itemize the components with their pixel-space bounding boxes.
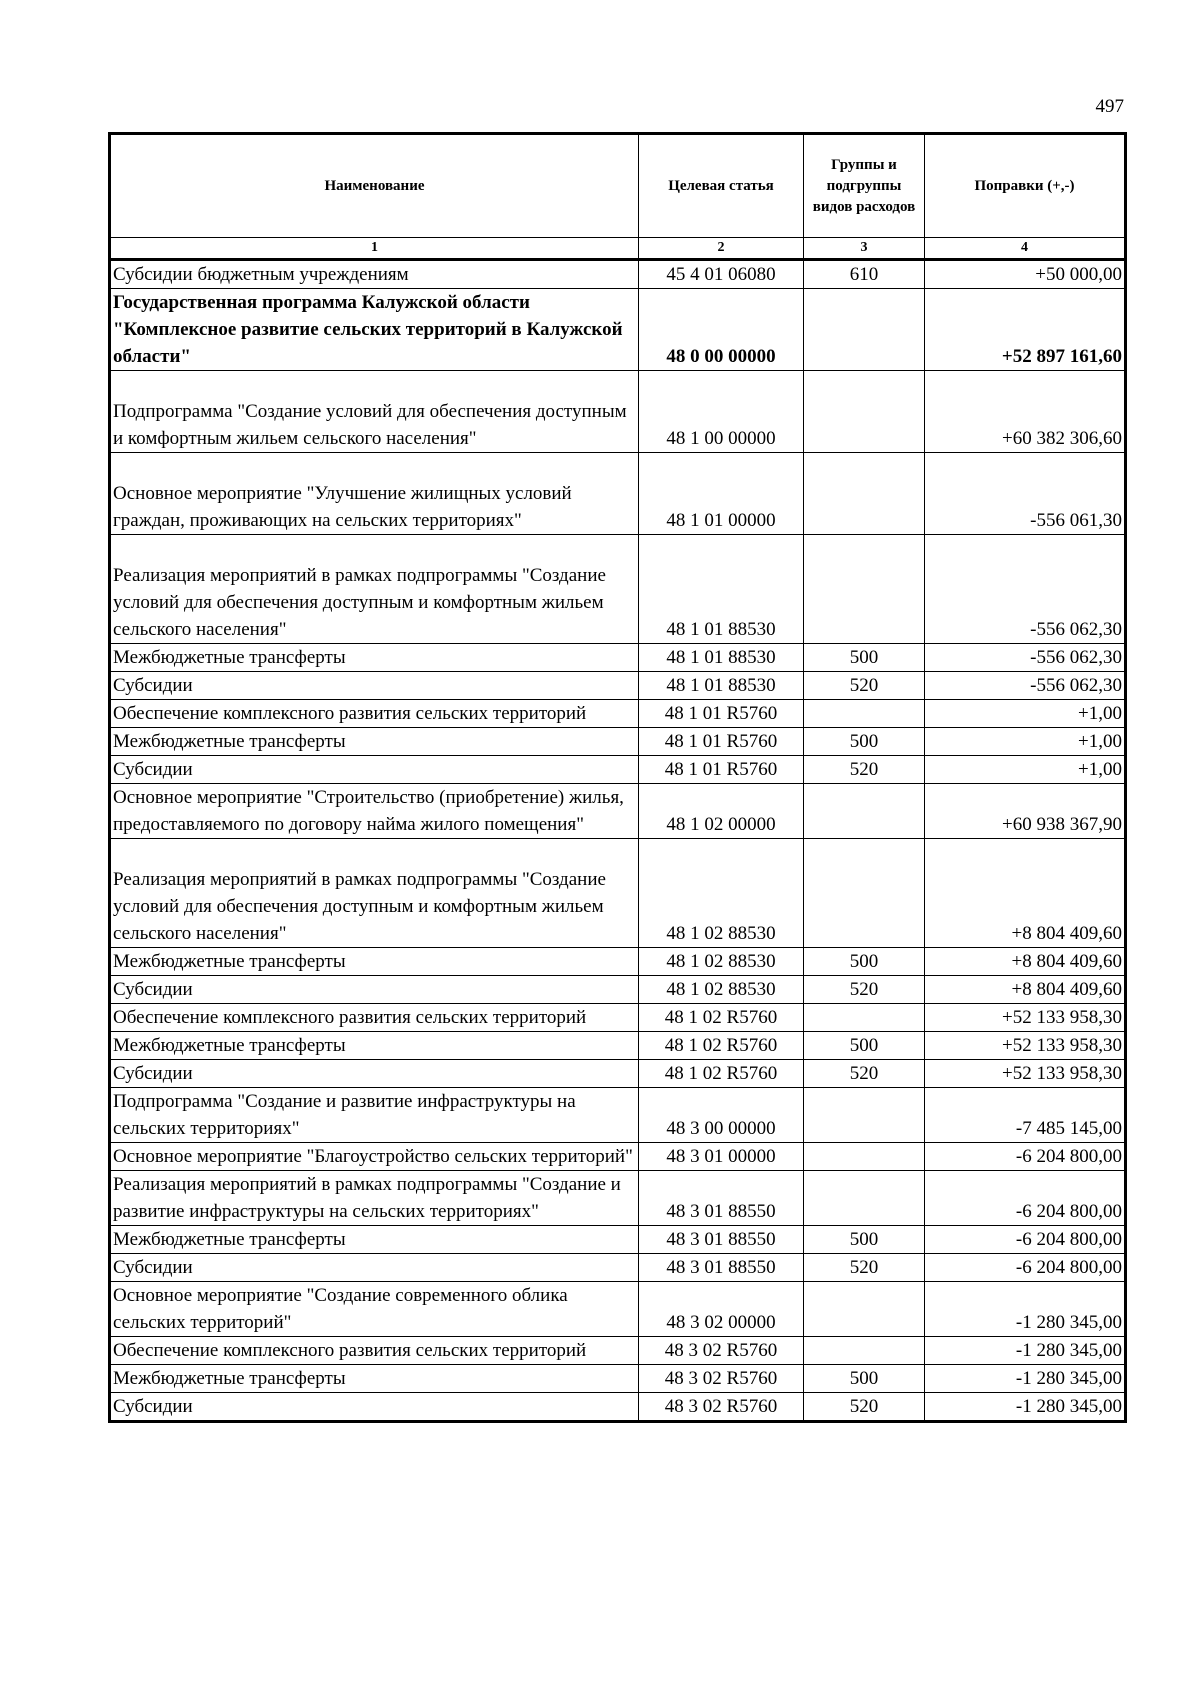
row-name: Подпрограмма "Создание и развитие инфраструктуры на сельских территориях" <box>110 1088 639 1143</box>
row-name: Субсидии <box>110 672 639 700</box>
table-row <box>110 756 1126 784</box>
row-group <box>804 1143 925 1171</box>
row-amount: +52 133 958,30 <box>925 1060 1126 1088</box>
row-name: Межбюджетные трансферты <box>110 1226 639 1254</box>
row-code: 48 1 00 00000 <box>639 371 804 453</box>
row-amount: -556 062,30 <box>925 672 1126 700</box>
row-name: Субсидии бюджетным учреждениям <box>110 260 639 289</box>
row-group: 500 <box>804 948 925 976</box>
table-row <box>110 948 1126 976</box>
table-row <box>110 1393 1126 1422</box>
row-code: 48 3 01 88550 <box>639 1171 804 1226</box>
column-number-1: 1 <box>110 238 639 260</box>
row-name: Реализация мероприятий в рамках подпрограммы "Создание условий для обеспечения доступным и комфортным жильем сельского населения" <box>110 839 639 948</box>
table-row <box>110 260 1126 289</box>
row-group: 500 <box>804 728 925 756</box>
row-code: 48 3 02 R5760 <box>639 1393 804 1422</box>
row-name: Основное мероприятие "Строительство (приобретение) жилья, предоставляемого по договору найма жилого помещения" <box>110 784 639 839</box>
row-amount: -6 204 800,00 <box>925 1171 1126 1226</box>
row-group <box>804 289 925 371</box>
row-code: 48 1 02 88530 <box>639 839 804 948</box>
row-group <box>804 371 925 453</box>
table-row <box>110 1282 1126 1337</box>
row-amount: -6 204 800,00 <box>925 1254 1126 1282</box>
table-row <box>110 1032 1126 1060</box>
row-code: 48 1 01 88530 <box>639 672 804 700</box>
row-group: 610 <box>804 260 925 289</box>
row-name: Реализация мероприятий в рамках подпрограммы "Создание условий для обеспечения доступным и комфортным жильем сельского населения" <box>110 535 639 644</box>
table-row <box>110 1143 1126 1171</box>
row-group <box>804 1088 925 1143</box>
row-group: 520 <box>804 756 925 784</box>
row-name: Обеспечение комплексного развития сельских территорий <box>110 1337 639 1365</box>
row-code: 48 3 00 00000 <box>639 1088 804 1143</box>
row-name: Основное мероприятие "Создание современного облика сельских территорий" <box>110 1282 639 1337</box>
row-name: Основное мероприятие "Улучшение жилищных условий граждан, проживающих на сельских территориях" <box>110 453 639 535</box>
row-amount: -6 204 800,00 <box>925 1143 1126 1171</box>
table-header <box>110 134 1126 260</box>
row-group <box>804 1171 925 1226</box>
row-code: 48 3 01 00000 <box>639 1143 804 1171</box>
budget-amendments-table <box>108 132 1127 1423</box>
row-code: 48 3 01 88550 <box>639 1254 804 1282</box>
row-code: 48 1 02 88530 <box>639 948 804 976</box>
row-amount: -1 280 345,00 <box>925 1393 1126 1422</box>
row-code: 48 1 01 R5760 <box>639 756 804 784</box>
row-group: 520 <box>804 1060 925 1088</box>
row-amount: -6 204 800,00 <box>925 1226 1126 1254</box>
row-code: 48 1 01 88530 <box>639 644 804 672</box>
column-number-3: 3 <box>804 238 925 260</box>
row-code: 48 1 02 R5760 <box>639 1004 804 1032</box>
table-row <box>110 1337 1126 1365</box>
header-row <box>110 134 1126 238</box>
table-row <box>110 1060 1126 1088</box>
row-code: 48 1 01 00000 <box>639 453 804 535</box>
row-group <box>804 700 925 728</box>
row-group: 520 <box>804 1393 925 1422</box>
header-group: Группы и подгруппы видов расходов <box>804 134 925 238</box>
row-amount: -556 062,30 <box>925 644 1126 672</box>
row-group: 520 <box>804 976 925 1004</box>
row-name: Подпрограмма "Создание условий для обеспечения доступным и комфортным жильем сельского населения" <box>110 371 639 453</box>
row-name: Государственная программа Калужской области "Комплексное развитие сельских территорий в Калужской области" <box>110 289 639 371</box>
row-name: Субсидии <box>110 1254 639 1282</box>
row-group: 500 <box>804 1226 925 1254</box>
row-code: 48 1 02 00000 <box>639 784 804 839</box>
row-name: Межбюджетные трансферты <box>110 728 639 756</box>
table-row <box>110 839 1126 948</box>
table-row <box>110 976 1126 1004</box>
row-amount: +8 804 409,60 <box>925 839 1126 948</box>
row-code: 48 3 02 R5760 <box>639 1337 804 1365</box>
table-row <box>110 535 1126 644</box>
row-amount: +52 133 958,30 <box>925 1032 1126 1060</box>
row-amount: +1,00 <box>925 756 1126 784</box>
row-group <box>804 1004 925 1032</box>
header-amount: Поправки (+,-) <box>925 134 1126 238</box>
row-code: 48 3 02 00000 <box>639 1282 804 1337</box>
row-name: Субсидии <box>110 1060 639 1088</box>
table-row <box>110 1254 1126 1282</box>
row-code: 48 1 02 R5760 <box>639 1032 804 1060</box>
row-group <box>804 1337 925 1365</box>
column-number-2: 2 <box>639 238 804 260</box>
table-row <box>110 700 1126 728</box>
table-row <box>110 728 1126 756</box>
row-name: Обеспечение комплексного развития сельских территорий <box>110 700 639 728</box>
table-row <box>110 672 1126 700</box>
row-amount: +8 804 409,60 <box>925 976 1126 1004</box>
row-code: 48 0 00 00000 <box>639 289 804 371</box>
row-group <box>804 784 925 839</box>
row-code: 48 3 01 88550 <box>639 1226 804 1254</box>
column-number-row <box>110 238 1126 260</box>
row-amount: -7 485 145,00 <box>925 1088 1126 1143</box>
row-group: 520 <box>804 1254 925 1282</box>
table-row <box>110 1004 1126 1032</box>
row-code: 48 1 02 88530 <box>639 976 804 1004</box>
row-amount: -556 062,30 <box>925 535 1126 644</box>
table-row <box>110 289 1126 371</box>
table-row <box>110 371 1126 453</box>
row-code: 48 1 01 R5760 <box>639 700 804 728</box>
row-name: Межбюджетные трансферты <box>110 1365 639 1393</box>
row-code: 48 1 01 R5760 <box>639 728 804 756</box>
row-amount: -1 280 345,00 <box>925 1337 1126 1365</box>
row-name: Реализация мероприятий в рамках подпрограммы "Создание и развитие инфраструктуры на сельских территориях" <box>110 1171 639 1226</box>
row-amount: -1 280 345,00 <box>925 1365 1126 1393</box>
row-code: 48 1 02 R5760 <box>639 1060 804 1088</box>
row-code: 48 3 02 R5760 <box>639 1365 804 1393</box>
row-group: 500 <box>804 644 925 672</box>
row-name: Субсидии <box>110 1393 639 1422</box>
header-name: Наименование <box>110 134 639 238</box>
row-amount: +1,00 <box>925 700 1126 728</box>
row-amount: +1,00 <box>925 728 1126 756</box>
row-group: 520 <box>804 672 925 700</box>
row-amount: +52 897 161,60 <box>925 289 1126 371</box>
row-amount: +52 133 958,30 <box>925 1004 1126 1032</box>
row-amount: +8 804 409,60 <box>925 948 1126 976</box>
row-name: Субсидии <box>110 756 639 784</box>
row-group: 500 <box>804 1032 925 1060</box>
table-row <box>110 453 1126 535</box>
row-code: 48 1 01 88530 <box>639 535 804 644</box>
row-name: Межбюджетные трансферты <box>110 948 639 976</box>
column-number-4: 4 <box>925 238 1126 260</box>
row-amount: +60 938 367,90 <box>925 784 1126 839</box>
row-amount: -1 280 345,00 <box>925 1282 1126 1337</box>
row-amount: +60 382 306,60 <box>925 371 1126 453</box>
header-code: Целевая статья <box>639 134 804 238</box>
row-group: 500 <box>804 1365 925 1393</box>
row-group <box>804 1282 925 1337</box>
row-name: Субсидии <box>110 976 639 1004</box>
page-number: 497 <box>1095 96 1124 117</box>
row-code: 45 4 01 06080 <box>639 260 804 289</box>
table-row <box>110 784 1126 839</box>
row-group <box>804 839 925 948</box>
row-name: Межбюджетные трансферты <box>110 1032 639 1060</box>
table-body <box>110 260 1126 1422</box>
table-row <box>110 644 1126 672</box>
row-group <box>804 535 925 644</box>
row-name: Основное мероприятие "Благоустройство сельских территорий" <box>110 1143 639 1171</box>
table-row <box>110 1365 1126 1393</box>
table-row <box>110 1088 1126 1143</box>
row-name: Обеспечение комплексного развития сельских территорий <box>110 1004 639 1032</box>
row-group <box>804 453 925 535</box>
table-row <box>110 1226 1126 1254</box>
row-amount: -556 061,30 <box>925 453 1126 535</box>
table-row <box>110 1171 1126 1226</box>
row-amount: +50 000,00 <box>925 260 1126 289</box>
row-name: Межбюджетные трансферты <box>110 644 639 672</box>
